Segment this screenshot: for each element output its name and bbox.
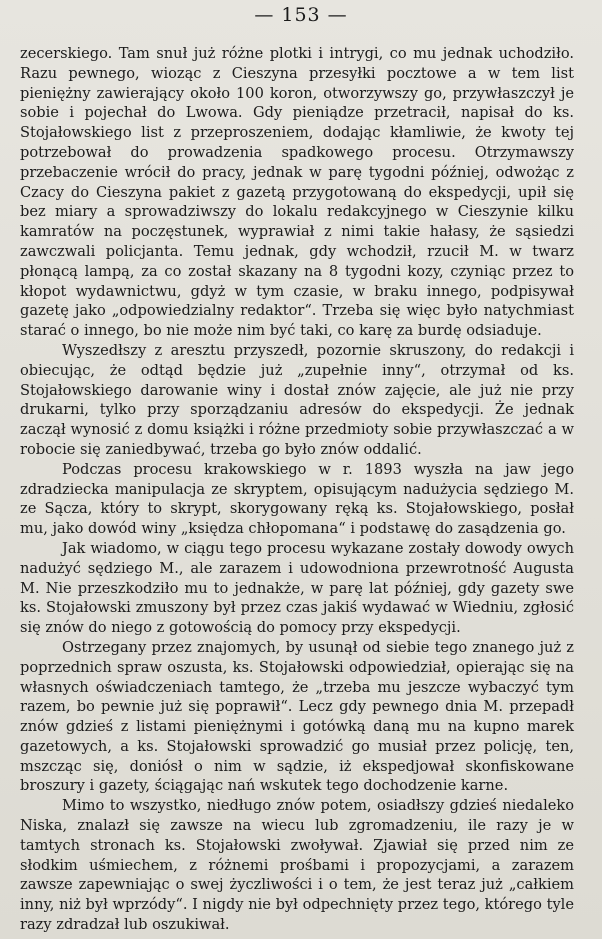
paragraph-1: zecerskiego. Tam snuł już różne plotki i intrygi, co mu jednak uchodziło. Razu pewnego, wioząc z Cieszyna przesyłki pocztowe a w tem list pieniężny zawierający około 100 koron, otworzywszy go, przywłaszczył je sobie i pojechał do Lwowa. Gdy pieniądze przetracił, napisał do ks. Stojałowskiego list z przeproszeniem, dodając kłamliwie, że kwoty tej potrzebował do prowadzenia spadkowego procesu. Otrzymawszy przebaczenie wrócił do pracy, jednak w parę tygodni później, odwożąc z Czacy do Cieszyna pakiet z gazetą przygotowaną do ekspedycji, upił się bez miary a sprowadziwszy do lokalu redakcyjnego w Cieszynie kilku kamratów na poczęstunek, wyprawiał z nimi takie hałasy, że sąsiedzi zawczwali policjanta. Temu jednak, gdy wchodził, rzucił M. w twarz płonącą lampą, za co został skazany na 8 tygodni kozy, czyniąc przez to kłopot wydawnictwu, gdyż w tym czasie, w braku innego, podpisywał gazetę jako „odpowiedzialny redaktor“. Trzeba się więc było natychmiast starać o innego, bo nie może nim być taki, co karę za burdę odsiaduje. — [20, 45, 574, 340]
paragraph-5: Ostrzegany przez znajomych, by usunął od siebie tego znanego już z poprzednich spraw oszusta, ks. Stojałowski odpowiedział, opierając się na własnych oświadczeniach tamtego, że „trzeba mu jeszcze wybaczyć tym razem, bo pewnie już się poprawił“. Lecz gdy pewnego dnia M. przepadł znów gdzieś z listami pieniężnymi i gotówką daną mu na kupno marek gazetowych, a ks. Stojałowski sprowadzić go musiał przez policję, ten, mszcząc się, doniósł o nim w sądzie, iż ekspedjował skonfiskowane broszury i gazety, ściągając nań wskutek tego dochodzenie karne. — [20, 638, 574, 795]
paragraph-4: Jak wiadomo, w ciągu tego procesu wykazane zostały dowody owych nadużyć sędziego M., ale zarazem i udowodniona przewrotność Augusta M. Nie przeszkodziło mu to jednakże, w parę lat później, gdy gazety swe ks. Stojałowski zmuszony był przez czas jakiś wydawać w Wiedniu, zgłosić się znów do niego z gotowością do pomocy przy ekspedycji. — [20, 539, 574, 637]
page-number: — 153 — — [254, 4, 348, 26]
paragraph-3: Podczas procesu krakowskiego w r. 1893 wyszła na jaw jego zdradziecka manipulacja ze skryptem, opisującym nadużycia sędziego M. ze Sącza, który to skrypt, skorygowany ręką ks. Stojałowskiego, posłał mu, jako dowód winy „księdza chłopomana“ i podstawę do zasądzenia go. — [20, 460, 574, 538]
paragraph-6: Mimo to wszystko, niedługo znów potem, osiadłszy gdzieś niedaleko Niska, znalazł się zawsze na wiecu lub zgromadzeniu, ile razy je w tamtych stronach ks. Stojałowski zwoływał. Zjawiał się przed nim ze słodkim uśmiechem, z różnemi prośbami i propozycjami, a zarazem zawsze zapewniając o swej życzliwości i o tem, że jest teraz już „całkiem inny, niż był wprzódy“. I nigdy nie był odpechnięty przez tego, którego tyle razy zdradzał lub oszukiwał. — [20, 797, 574, 934]
body-text — [20, 44, 574, 935]
paragraph-2: Wyszedłszy z aresztu przyszedł, pozornie skruszony, do redakcji i obiecując, że odtąd będzie już „zupełnie inny“, otrzymał od ks. Stojałowskiego darowanie winy i dostał znów zajęcie, ale już nie przy drukarni, tylko przy sporządzaniu adresów do ekspedycji. Że jednak zaczął wynosić z domu książki i różne przedmioty sobie przywłaszczać a w robocie się zaniedbywać, trzeba go było znów oddalić. — [20, 341, 574, 458]
